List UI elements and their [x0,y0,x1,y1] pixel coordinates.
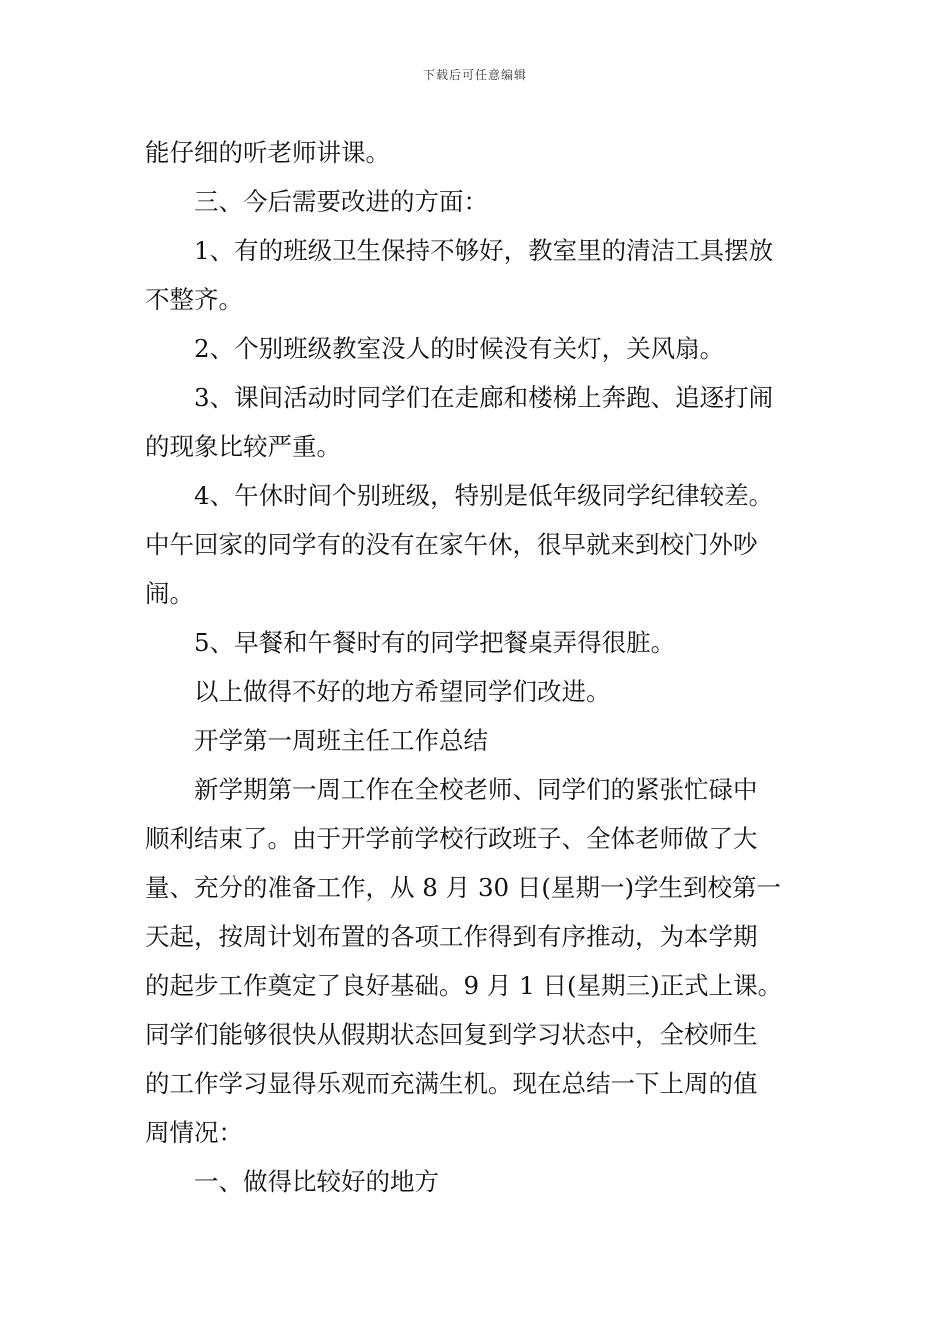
text-line: 4、午休时间个别班级，特别是低年级同学纪律较差。 [194,481,774,510]
text-line: 的起步工作奠定了良好基础。9 月 1 日(星期三)正式上课。 [145,971,783,1000]
text-line: 2、个别班级教室没人的时候没有关灯，关风扇。 [194,334,725,363]
document-title: 开学第一周班主任工作总结 [194,726,488,755]
document-body [145,128,810,1206]
text-line: 5、早餐和午餐时有的同学把餐桌弄得很脏。 [194,628,676,657]
text-line: 量、充分的准备工作，从 8 月 30 日(星期一)学生到校第一 [145,873,782,902]
text-line: 的工作学习显得乐观而充满生机。现在总结一下上周的值 [145,1069,758,1098]
text-line: 能仔细的听老师讲课。 [145,138,390,167]
text-line: 以上做得不好的地方希望同学们改进。 [194,677,611,706]
text-line: 的现象比较严重。 [145,432,341,461]
text-line: 3、课间活动时同学们在走廊和楼梯上奔跑、追逐打闹 [194,383,774,412]
section-heading: 一、做得比较好的地方 [194,1167,439,1196]
page-header: 下载后可任意编辑 [422,68,527,82]
text-line: 天起，按周计划布置的各项工作得到有序推动，为本学期 [145,922,758,951]
text-line: 不整齐。 [145,285,243,314]
text-line: 闹。 [145,579,194,608]
text-line: 同学们能够很快从假期状态回复到学习状态中，全校师生 [145,1020,758,1049]
section-heading: 三、今后需要改进的方面： [194,187,488,216]
text-line: 新学期第一周工作在全校老师、同学们的紧张忙碌中 [194,775,758,804]
text-line: 顺利结束了。由于开学前学校行政班子、全体老师做了大 [145,824,758,853]
text-line: 周情况： [145,1118,243,1147]
text-line: 1、有的班级卫生保持不够好，教室里的清洁工具摆放 [194,236,774,265]
text-line: 中午回家的同学有的没有在家午休，很早就来到校门外吵 [145,530,758,559]
